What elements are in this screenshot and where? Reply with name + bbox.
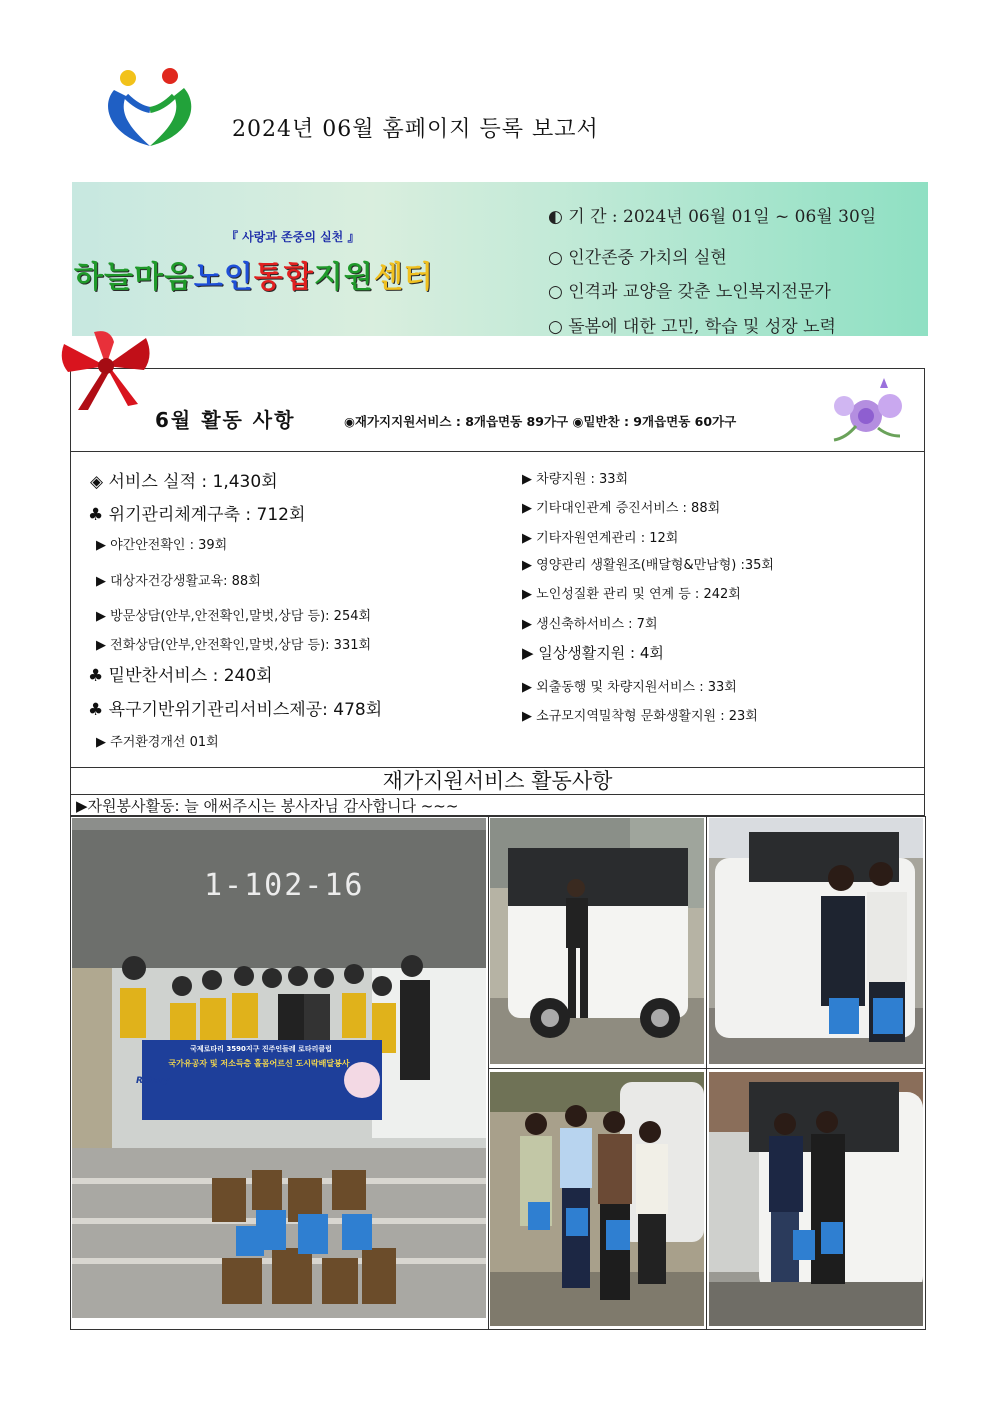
stat-item: ◈ 서비스 실적 : 1,430회 <box>90 472 278 492</box>
divider <box>488 816 489 1330</box>
group-photo <box>72 818 486 1318</box>
month-summary: ◉재가지지원서비스 : 8개읍면동 89가구 ◉밑반찬 : 9개읍면동 60가구 <box>344 414 737 429</box>
center-name-part: 노인 <box>193 260 254 295</box>
center-name-part: 하늘마음 <box>74 260 194 295</box>
center-name <box>74 252 434 296</box>
period-line: ◐ 기 간 : 2024년 06월 01일 ~ 06월 30일 <box>548 207 877 227</box>
stat-item: ▶ 기타대인관계 증진서비스 : 88회 <box>522 501 721 516</box>
stat-item: ▶ 기타자원연계관리 : 12회 <box>522 531 679 546</box>
divider <box>488 1068 926 1069</box>
volunteers-photo <box>490 1072 704 1326</box>
stat-item: ▶ 대상자건강생활교육: 88회 <box>96 574 261 589</box>
report-title: 2024년 06월 홈페이지 등록 보고서 <box>232 117 599 142</box>
building-sign: 1-102-16 <box>204 868 365 903</box>
rotary-label: Rotary <box>136 1076 170 1086</box>
stat-item: ▶ 영양관리 생활원조(배달형&만남형) :35회 <box>522 558 774 573</box>
stat-item: ♣ 밑반찬서비스 : 240회 <box>88 666 273 686</box>
van-photo <box>490 818 704 1064</box>
value-line: ○ 인격과 교양을 갖춘 노인복지전문가 <box>548 282 831 302</box>
value-line: ○ 돌봄에 대한 고민, 학습 및 성장 노력 <box>548 317 836 337</box>
banner-text: 국가유공자 및 저소득층 홀몸어르신 도시락배달봉사 <box>168 1059 350 1068</box>
stat-item: ♣ 위기관리체계구축 : 712회 <box>88 505 306 525</box>
section-title: 재가지원서비스 활동사항 <box>382 769 613 793</box>
center-logo <box>92 66 208 152</box>
month-title: 6월 활동 사항 <box>155 408 296 432</box>
banner-text: 국제로타리 3590지구 진주인들레 로타리클럽 <box>190 1045 332 1053</box>
center-name-part: 통합 <box>253 260 314 295</box>
stat-item: ▶ 생신축하서비스 : 7회 <box>522 617 658 632</box>
delivery-photo <box>709 1072 923 1326</box>
volunteer-text: ▶자원봉사활동: 늘 애써주시는 봉사자님 감사합니다 ~~~ <box>76 797 459 815</box>
stat-item: ▶ 차량지원 : 33회 <box>522 472 629 487</box>
flower-icon <box>820 376 920 450</box>
center-name-part: 지원 <box>313 260 374 295</box>
stat-item: ▶ 야간안전확인 : 39회 <box>96 538 228 553</box>
car-trunk-photo <box>709 818 923 1064</box>
stat-item: ▶ 노인성질환 관리 및 연계 등 : 242회 <box>522 587 741 602</box>
stat-item: ♣ 욕구기반위기관리서비스제공: 478회 <box>88 700 383 720</box>
center-name-part: 센터 <box>373 260 434 295</box>
ribbon-icon <box>54 326 158 416</box>
divider <box>706 816 707 1330</box>
stat-item: ▶ 외출동행 및 차량지원서비스 : 33회 <box>522 680 737 695</box>
stat-item: ▶ 전화상담(안부,안전확인,말벗,상담 등): 331회 <box>96 638 372 653</box>
stat-item: ▶ 주거환경개선 01회 <box>96 735 219 750</box>
value-line: ○ 인간존중 가치의 실현 <box>548 248 727 268</box>
stat-item: ▶ 소규모지역밀착형 문화생활지원 : 23회 <box>522 709 758 724</box>
slogan: 『 사랑과 존중의 실천 』 <box>226 230 360 244</box>
stat-item: ▶ 일상생활지원 : 4회 <box>522 644 664 662</box>
stat-item: ▶ 방문상담(안부,안전확인,말벗,상담 등): 254회 <box>96 609 372 624</box>
